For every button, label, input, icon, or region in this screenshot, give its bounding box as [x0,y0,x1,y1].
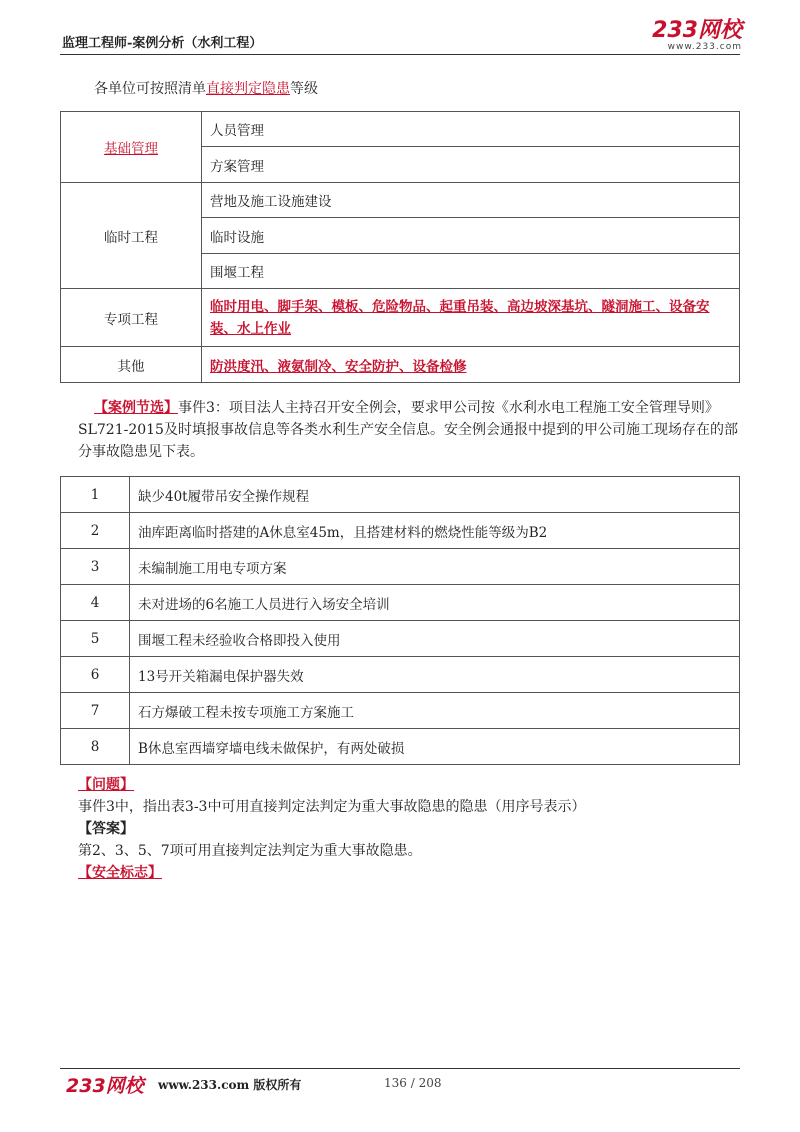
row-text: 13号开关箱漏电保护器失效 [130,657,740,693]
item-cell-other [202,347,740,383]
category-cell: 其他 [61,347,202,383]
table-row [61,549,740,585]
intro-suffix: 等级 [290,81,318,97]
item-cell: 方案管理 [202,147,740,183]
answer-text: 第2、3、5、7项可用直接判定法判定为重大事故隐患。 [78,843,422,859]
table-row [61,693,740,729]
row-text: B休息室西墙穿墙电线未做保护，有两处破损 [130,729,740,765]
footer-logo: 233网校 [66,1075,144,1097]
row-number: 6 [61,657,130,693]
row-number: 7 [61,693,130,729]
logo-brand-text: 233网校 [652,18,742,43]
intro-link[interactable]: 直接判定隐患 [206,81,290,97]
intro-line [94,78,318,98]
case-paragraph [78,397,738,463]
row-text: 缺少40t履带吊安全操作规程 [130,477,740,513]
hazard-list-table [60,476,740,765]
header-divider [60,54,740,55]
category-cell [61,112,202,183]
category-link[interactable]: 基础管理 [104,141,158,157]
question-tag: 【问题】 [78,777,134,793]
table-row [61,513,740,549]
table-row [61,477,740,513]
table-row [61,729,740,765]
category-cell: 专项工程 [61,289,202,347]
logo-site-text: www.233.com [667,42,742,52]
item-cell: 围堰工程 [202,254,740,289]
footer-copyright: www.233.com 版权所有 [158,1078,302,1092]
table-row [61,657,740,693]
item-cell: 营地及施工设施建设 [202,183,740,218]
document-title: 监理工程师-案例分析（水利工程） [62,36,263,51]
table-row [61,621,740,657]
hazard-category-table [60,111,740,383]
item-cell: 人员管理 [202,112,740,147]
category-cell: 临时工程 [61,183,202,289]
row-text: 油库距离临时搭建的A休息室45m，且搭建材料的燃烧性能等级为B2 [130,513,740,549]
footer-divider [60,1068,740,1069]
other-items-text: 防洪度汛、液氨制冷、安全防护、设备检修 [210,358,467,375]
row-number: 2 [61,513,130,549]
row-text: 未对进场的6名施工人员进行入场安全培训 [130,585,740,621]
page-number: 136 / 208 [384,1076,442,1090]
item-cell-special [202,289,740,347]
answer-heading: 【答案】 [78,821,134,837]
intro-prefix: 各单位可按照清单 [94,81,206,97]
row-number: 1 [61,477,130,513]
case-tag: 【案例节选】 [94,400,178,416]
row-number: 3 [61,549,130,585]
row-text: 围堰工程未经验收合格即投入使用 [130,621,740,657]
row-number: 5 [61,621,130,657]
brand-logo [652,20,742,52]
table-row [61,585,740,621]
question-heading [78,774,738,796]
question-section [78,774,738,884]
row-number: 4 [61,585,130,621]
item-cell: 临时设施 [202,218,740,254]
row-number: 8 [61,729,130,765]
row-text: 未编制施工用电专项方案 [130,549,740,585]
next-section-heading [78,862,738,884]
case-text: 事件3：项目法人主持召开安全例会，要求甲公司按《水利水电工程施工安全管理导则》SL721-2015及时填报事故信息等各类水利生产安全信息。安全例会通报中提到的甲公司施工现场存在的部分事故隐患见下表。 [78,400,738,460]
row-text: 石方爆破工程未按专项施工方案施工 [130,693,740,729]
special-items-text: 临时用电、脚手架、模板、危险物品、起重吊装、高边坡深基坑、隧洞施工、设备安装、水上作业 [210,298,710,337]
question-text: 事件3中，指出表3-3中可用直接判定法判定为重大事故隐患的隐患（用序号表示） [78,799,586,815]
safety-sign-tag: 【安全标志】 [78,865,162,881]
